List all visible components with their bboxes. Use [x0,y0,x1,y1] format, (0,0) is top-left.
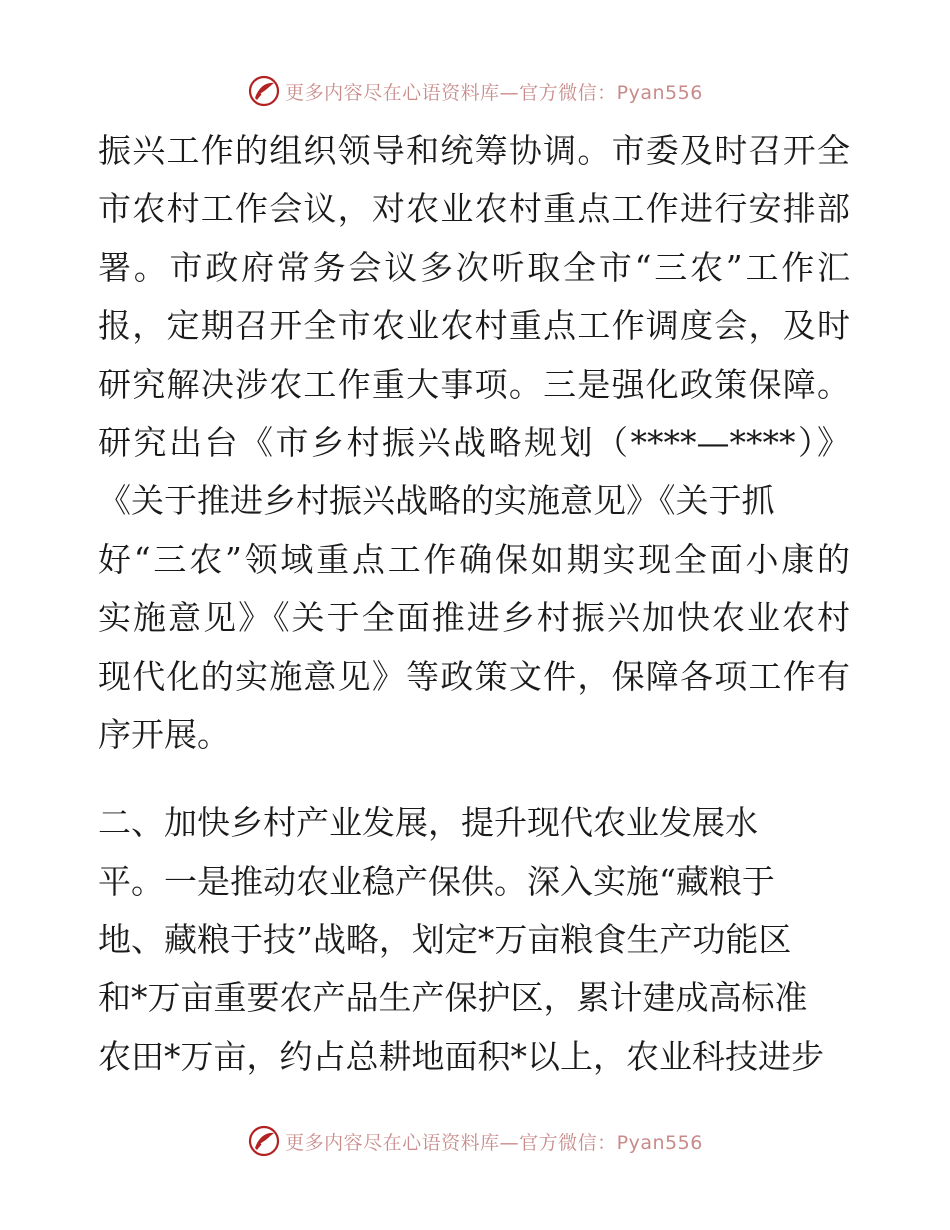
footer-watermark [0,1121,950,1161]
text-line: 平。一是推动农业稳产保供。深入实施“藏粮于 [98,861,775,901]
watermark-logo-icon [247,74,281,108]
text-line: 和*万亩重要农产品生产保护区，累计建成高标准 [98,978,808,1018]
text-line: 研究出台《市乡村振兴战略规划（****—****）》 [98,422,850,462]
text-line: 序开展。 [98,714,230,754]
section-heading-line: 二、加快乡村产业发展，提升现代农业发展水 [98,803,758,843]
text-line: 市农村工作会议，对农业农村重点工作进行安排部 [98,189,850,229]
paragraph-2 [98,794,850,1086]
text-line: 《关于推进乡村振兴战略的实施意见》《关于抓 [98,481,775,521]
text-line: 研究解决涉农工作重大事项。三是强化政策保障。 [98,364,850,404]
document-body [98,122,850,1086]
text-line: 报，定期召开全市农业农村重点工作调度会，及时 [98,306,850,346]
text-line: 农田*万亩，约占总耕地面积*以上，农业科技进步 [98,1036,824,1076]
watermark-text: 更多内容尽在心语资料库—官方微信：Pyan556 [285,1131,703,1154]
header-watermark [0,71,950,111]
text-line: 实施意见》《关于全面推进乡村振兴加快农业农村 [98,598,850,638]
text-line: 地、藏粮于技”战略，划定*万亩粮食生产功能区 [98,920,792,960]
paragraph-1 [98,122,850,764]
text-line: 署。市政府常务会议多次听取全市“三农”工作汇 [98,247,850,287]
text-line: 好“三农”领域重点工作确保如期实现全面小康的 [98,539,850,579]
text-line: 现代化的实施意见》等政策文件，保障各项工作有 [98,656,850,696]
watermark-text: 更多内容尽在心语资料库—官方微信：Pyan556 [285,81,703,104]
watermark-logo-icon [247,1124,281,1158]
text-line: 振兴工作的组织领导和统筹协调。市委及时召开全 [98,131,850,170]
